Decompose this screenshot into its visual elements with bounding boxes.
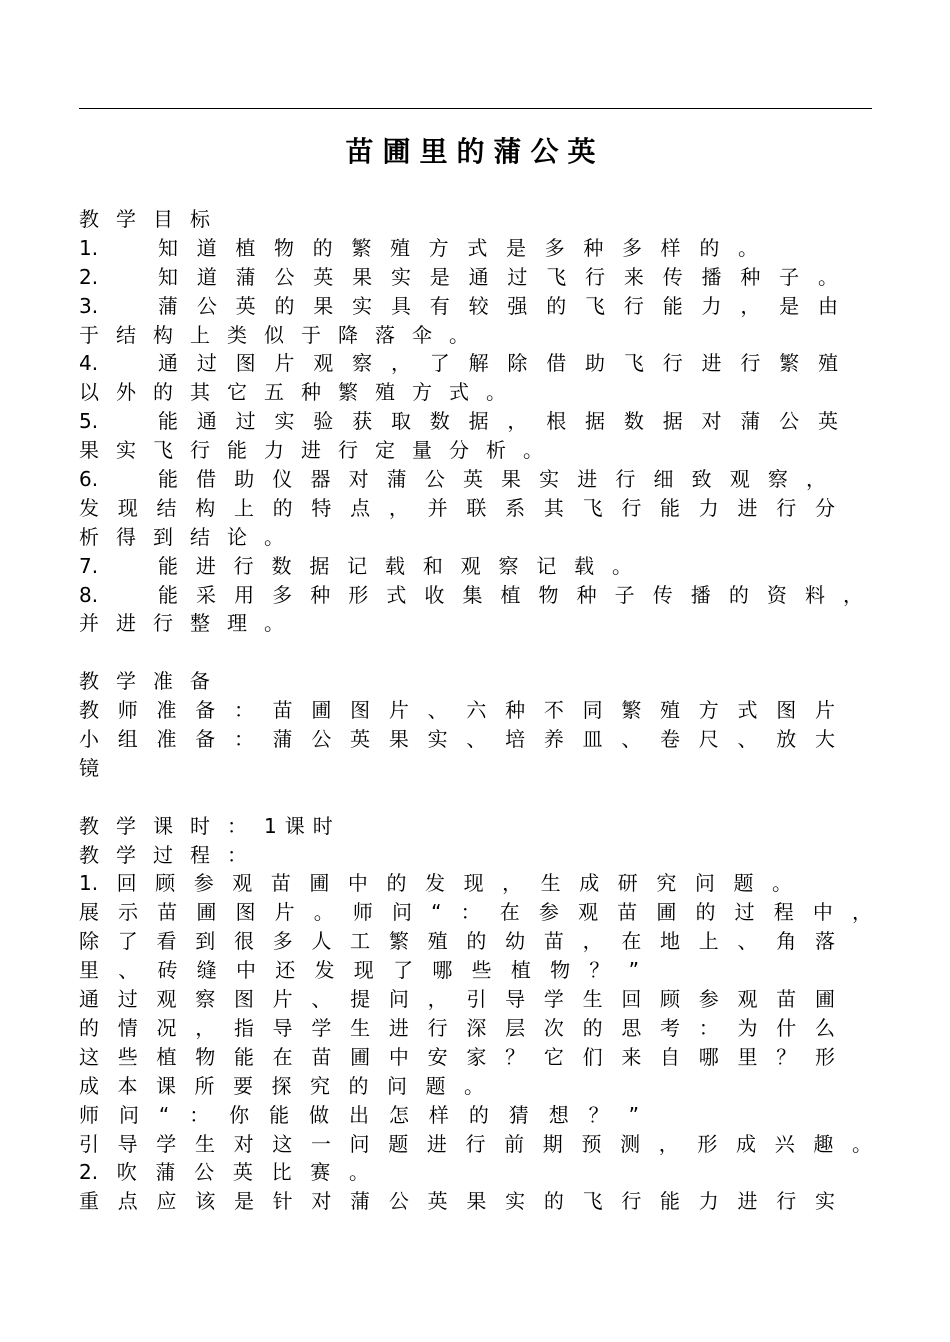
- process-line: 1.回顾参观苗圃中的发现，生成研究问题。: [79, 871, 792, 896]
- goal-text-continued: 并进行整理。: [79, 611, 301, 636]
- process-line: 里、砖缝中还发现了哪些植物？”: [79, 958, 639, 983]
- goal-number: 8.: [79, 582, 99, 607]
- process-heading: 教学过程：: [79, 842, 264, 867]
- goal-item: [79, 407, 872, 436]
- process-line: 的情况，指导学生进行深层次的思考：为什么: [79, 1015, 835, 1040]
- process-line: 这些植物能在苗圃中安家？它们来自哪里？形: [79, 1044, 835, 1069]
- goal-item: [79, 581, 872, 610]
- goal-text: 能进行数据记载和观察记载。: [158, 553, 632, 578]
- process-line: 重点应该是针对蒲公英果实的飞行能力进行实: [79, 1189, 835, 1214]
- lesson-hours-value: 1课时: [264, 813, 341, 838]
- goal-item: [79, 292, 872, 321]
- document-body: [79, 205, 872, 1216]
- teacher-prep: 教师准备：苗圃图片、六种不同繁殖方式图片: [79, 698, 835, 723]
- process-line: 通过观察图片、提问，引导学生回顾参观苗圃: [79, 987, 835, 1012]
- goal-number: 1.: [79, 235, 99, 260]
- goal-text: 蒲公英的果实具有较强的飞行能力，是由: [158, 293, 838, 318]
- process-line: 展示苗圃图片。师问“：在参观苗圃的过程中，: [79, 900, 872, 925]
- goal-text-continued: 发现结构上的特点，并联系其飞行能力进行分: [79, 495, 835, 520]
- page-title: 苗圃里的蒲公英: [345, 135, 605, 168]
- process-line: 2.吹蒲公英比赛。: [79, 1160, 369, 1185]
- goal-text: 能采用多种形式收集植物种子传播的资料，: [158, 582, 863, 607]
- goal-number: 4.: [79, 351, 99, 376]
- goal-number: 2.: [79, 264, 99, 289]
- goal-text: 知道蒲公英果实是通过飞行来传播种子。: [158, 264, 838, 289]
- lesson-hours: [79, 812, 872, 841]
- goals-heading: 教学目标: [79, 207, 227, 231]
- goal-text-continued: 以外的其它五种繁殖方式。: [79, 380, 523, 405]
- goal-text: 知道植物的繁殖方式是多种多样的。: [158, 235, 758, 260]
- process-line: 成本课所要探究的问题。: [79, 1073, 484, 1098]
- group-prep-continued: 镜: [79, 755, 99, 780]
- process-line: 师问“：你能做出怎样的猜想？”: [79, 1102, 639, 1127]
- process-line: 引导学生对这一问题进行前期预测，形成兴趣。: [79, 1131, 872, 1156]
- process-line: 除了看到很多人工繁殖的幼苗，在地上、角落: [79, 929, 835, 954]
- goal-number: 7.: [79, 553, 99, 578]
- goal-number: 5.: [79, 409, 99, 434]
- goal-text-continued: 于结构上类似于降落伞。: [79, 322, 486, 347]
- goal-text-continued: 果实飞行能力进行定量分析。: [79, 438, 560, 463]
- goal-item: [79, 234, 872, 263]
- goal-text: 通过图片观察，了解除借助飞行进行繁殖: [158, 351, 838, 376]
- prep-heading: 教学准备: [79, 669, 227, 694]
- header-rule: [79, 108, 872, 109]
- goal-number: 6.: [79, 467, 99, 492]
- goal-number: 3.: [79, 293, 99, 318]
- goal-item: [79, 349, 872, 378]
- goal-text: 能借助仪器对蒲公英果实进行细致观察，: [158, 467, 826, 492]
- goal-text-continued: 析得到结论。: [79, 524, 301, 549]
- goal-item: [79, 552, 872, 581]
- goal-item: [79, 465, 872, 494]
- goal-text: 能通过实验获取数据，根据数据对蒲公英: [158, 409, 838, 434]
- group-prep: 小组准备：蒲公英果实、培养皿、卷尺、放大: [79, 727, 835, 752]
- lesson-hours-label: 教学课时：: [79, 813, 264, 838]
- goal-item: [79, 263, 872, 292]
